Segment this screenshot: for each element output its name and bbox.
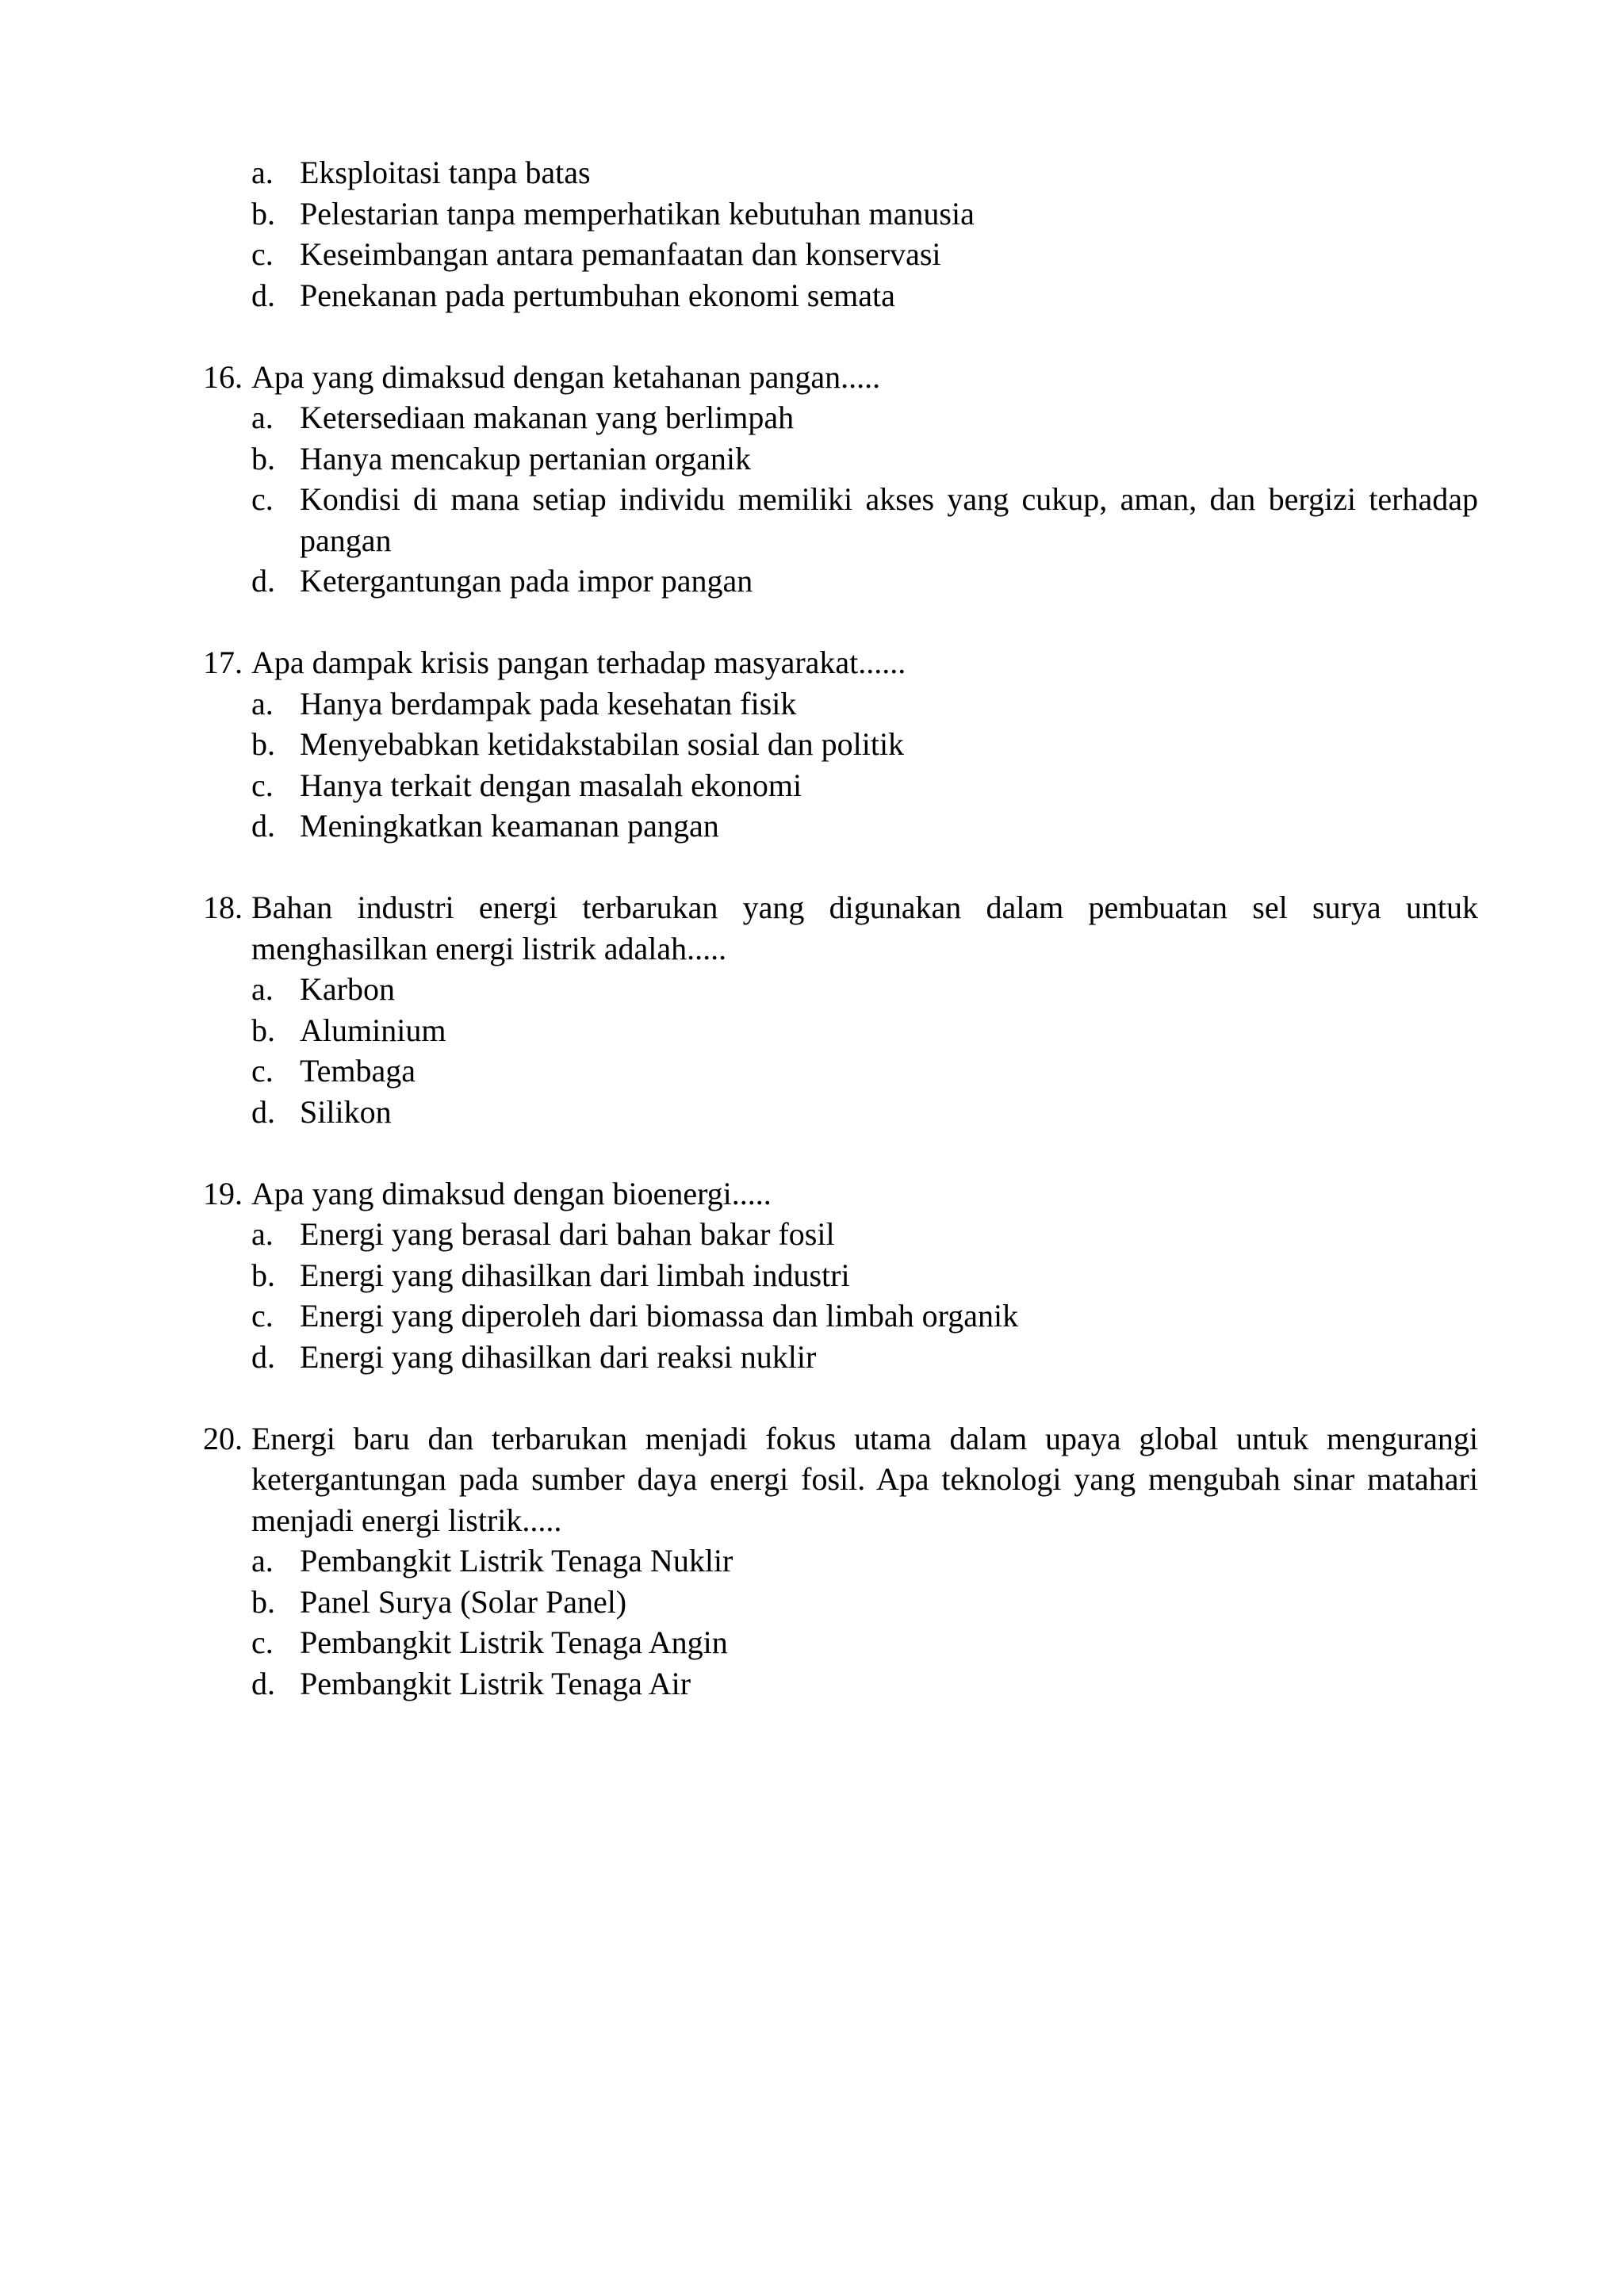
option-letter: c. bbox=[251, 767, 274, 803]
option-list bbox=[251, 397, 1478, 602]
option-letter: b. bbox=[251, 1012, 275, 1048]
option-letter: b. bbox=[251, 1257, 275, 1293]
option-item bbox=[251, 1092, 1478, 1133]
option-list bbox=[251, 1540, 1478, 1704]
option-list bbox=[251, 1214, 1478, 1377]
option-item bbox=[251, 1337, 1478, 1378]
option-letter: b. bbox=[251, 1583, 275, 1620]
option-text: Ketersediaan makanan yang berlimpah bbox=[300, 400, 795, 435]
option-text: Pembangkit Listrik Tenaga Angin bbox=[300, 1624, 728, 1660]
question-number: 20. bbox=[203, 1420, 243, 1456]
option-text: Hanya berdampak pada kesehatan fisik bbox=[300, 685, 797, 721]
option-letter: a. bbox=[251, 685, 274, 721]
option-text: Penekanan pada pertumbuhan ekonomi semata bbox=[300, 277, 895, 313]
option-item bbox=[251, 1540, 1478, 1582]
option-text: Pelestarian tanpa memperhatikan kebutuhan manusia bbox=[300, 195, 975, 232]
option-item bbox=[251, 1255, 1478, 1296]
option-letter: a. bbox=[251, 155, 274, 190]
option-letter: c. bbox=[251, 236, 274, 272]
option-letter: b. bbox=[251, 440, 275, 476]
continued-options bbox=[203, 152, 1478, 316]
option-item bbox=[251, 1622, 1478, 1663]
option-letter: d. bbox=[251, 808, 275, 844]
page-content bbox=[203, 152, 1478, 1704]
option-text: Panel Surya (Solar Panel) bbox=[300, 1583, 627, 1620]
option-text: Energi yang dihasilkan dari reaksi nuklir bbox=[300, 1338, 817, 1375]
option-letter: b. bbox=[251, 195, 275, 232]
option-letter: c. bbox=[251, 481, 274, 517]
option-text: Pembangkit Listrik Tenaga Nuklir bbox=[300, 1543, 733, 1578]
question-text: Bahan industri energi terbarukan yang digunakan dalam pembuatan sel surya untuk menghasilkan energi listrik adalah..... bbox=[251, 890, 1478, 966]
option-item bbox=[251, 479, 1478, 561]
option-letter: d. bbox=[251, 1338, 275, 1375]
option-text: Kondisi di mana setiap individu memiliki akses yang cukup, aman, dan bergizi terhadap pangan bbox=[300, 481, 1478, 558]
option-item bbox=[251, 438, 1478, 480]
option-item bbox=[251, 1214, 1478, 1255]
question-number: 17. bbox=[203, 645, 243, 680]
option-letter: c. bbox=[251, 1053, 274, 1089]
option-text: Hanya terkait dengan masalah ekonomi bbox=[300, 767, 802, 803]
question-text: Apa dampak krisis pangan terhadap masyarakat...... bbox=[251, 645, 906, 680]
option-item bbox=[251, 969, 1478, 1010]
option-item bbox=[251, 152, 1478, 193]
question-16 bbox=[203, 357, 1478, 602]
option-item bbox=[251, 1010, 1478, 1051]
option-letter: d. bbox=[251, 277, 275, 313]
option-item bbox=[251, 234, 1478, 275]
option-list bbox=[251, 683, 1478, 847]
option-letter: b. bbox=[251, 726, 275, 762]
option-text: Silikon bbox=[300, 1093, 392, 1130]
option-list bbox=[251, 969, 1478, 1132]
option-text: Menyebabkan ketidakstabilan sosial dan politik bbox=[300, 726, 905, 762]
option-text: Energi yang diperoleh dari biomassa dan limbah organik bbox=[300, 1298, 1019, 1334]
question-number: 16. bbox=[203, 358, 243, 395]
question-18 bbox=[203, 887, 1478, 1132]
option-letter: d. bbox=[251, 563, 275, 599]
option-item bbox=[251, 1050, 1478, 1092]
option-item bbox=[251, 1582, 1478, 1623]
option-text: Hanya mencakup pertanian organik bbox=[300, 440, 752, 476]
option-item bbox=[251, 1663, 1478, 1705]
question-text: Apa yang dimaksud dengan bioenergi..... bbox=[251, 1175, 772, 1211]
option-text: Keseimbangan antara pemanfaatan dan konservasi bbox=[300, 236, 941, 272]
question-number: 18. bbox=[203, 890, 243, 925]
option-item bbox=[251, 683, 1478, 725]
option-item bbox=[251, 765, 1478, 806]
option-text: Energi yang berasal dari bahan bakar fosil bbox=[300, 1216, 835, 1252]
question-20 bbox=[203, 1418, 1478, 1705]
option-letter: a. bbox=[251, 971, 274, 1007]
option-text: Ketergantungan pada impor pangan bbox=[300, 563, 753, 599]
option-letter: d. bbox=[251, 1093, 275, 1130]
option-text: Tembaga bbox=[300, 1053, 416, 1089]
option-item bbox=[251, 397, 1478, 438]
option-letter: a. bbox=[251, 1543, 274, 1578]
option-text: Karbon bbox=[300, 971, 395, 1007]
option-letter: a. bbox=[251, 1216, 274, 1252]
question-text: Energi baru dan terbarukan menjadi fokus utama dalam upaya global untuk mengurangi ketergantungan pada sumber daya energi fosil. Apa teknologi yang mengubah sinar matahari menjadi energi listrik..... bbox=[251, 1420, 1478, 1538]
option-text: Pembangkit Listrik Tenaga Air bbox=[300, 1665, 691, 1701]
option-item bbox=[251, 806, 1478, 847]
option-item bbox=[251, 193, 1478, 235]
question-number: 19. bbox=[203, 1175, 243, 1211]
question-text: Apa yang dimaksud dengan ketahanan pangan..... bbox=[251, 358, 881, 395]
option-letter: d. bbox=[251, 1665, 275, 1701]
option-letter: a. bbox=[251, 400, 274, 435]
option-item bbox=[251, 275, 1478, 316]
question-17 bbox=[203, 642, 1478, 847]
option-text: Energi yang dihasilkan dari limbah industri bbox=[300, 1257, 850, 1293]
option-letter: c. bbox=[251, 1624, 274, 1660]
option-text: Eksploitasi tanpa batas bbox=[300, 155, 591, 190]
option-text: Meningkatkan keamanan pangan bbox=[300, 808, 719, 844]
option-item bbox=[251, 724, 1478, 765]
option-text: Aluminium bbox=[300, 1012, 446, 1048]
option-letter: c. bbox=[251, 1298, 274, 1334]
question-19 bbox=[203, 1173, 1478, 1378]
option-item bbox=[251, 561, 1478, 602]
option-item bbox=[251, 1295, 1478, 1337]
